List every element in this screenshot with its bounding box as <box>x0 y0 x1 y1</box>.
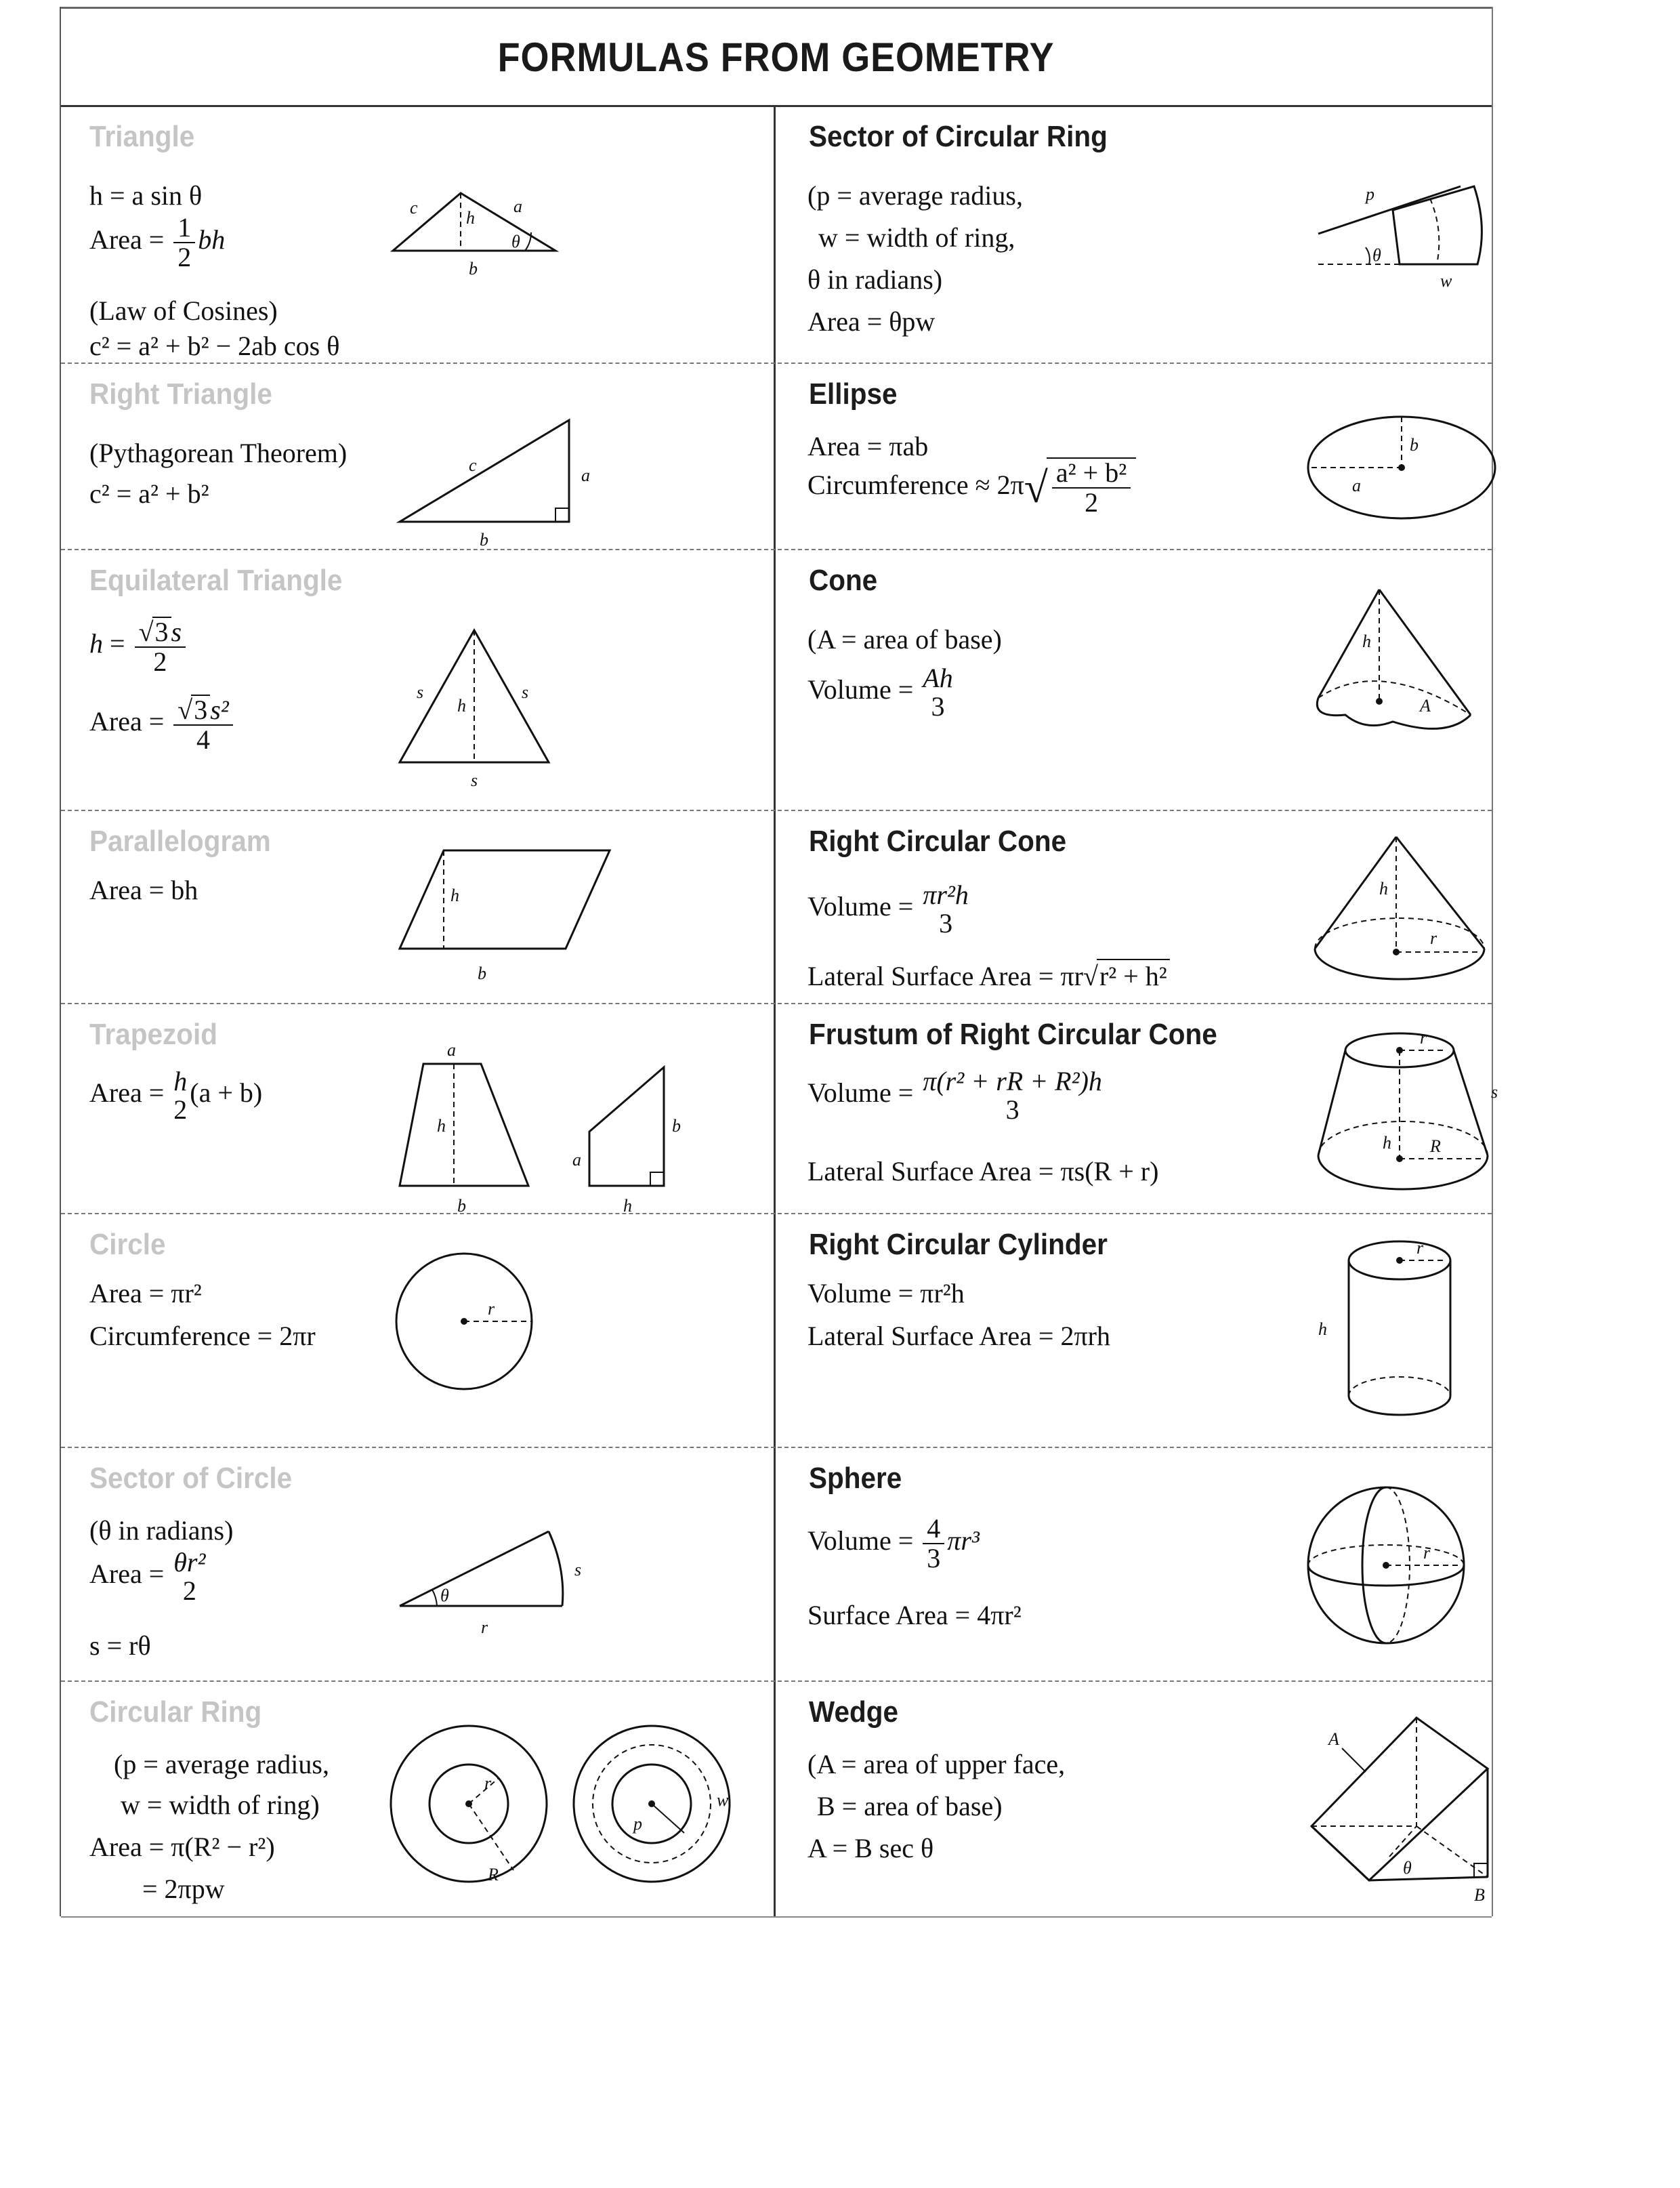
fraction: $\frac{\text{√3 s²}}{4}$ <box>173 695 233 754</box>
right-triangle-section <box>61 363 774 549</box>
label-s: s <box>1491 1082 1498 1102</box>
formula-line: B = area of base) <box>817 1791 1003 1821</box>
circle-figure <box>393 1250 542 1399</box>
formula-line: A = B sec θ <box>807 1833 934 1863</box>
area-formula: Area = θr² 2 <box>89 1547 206 1606</box>
row-4 <box>61 810 1492 1004</box>
formula-line: Area = πr² <box>89 1278 202 1308</box>
row-8 <box>61 1680 1492 1918</box>
formula-line: (p = average radius, <box>807 180 1023 211</box>
formula-line: c² = a² + b² <box>89 478 209 509</box>
label-r: r <box>1423 1543 1431 1563</box>
section-heading: Sector of Circle <box>89 1462 293 1495</box>
area-formula: Area = $\frac{\text{√3 s²}}{4}$ <box>89 695 236 754</box>
section-heading: Parallelogram <box>89 825 271 858</box>
parallelogram-figure <box>393 844 623 993</box>
label-p: p <box>633 1814 642 1834</box>
label-a: a <box>581 466 590 485</box>
label-s-bottom: s <box>471 770 478 790</box>
frustum-section <box>776 1003 1498 1213</box>
formula-line: (Law of Cosines) <box>89 295 278 326</box>
label-h: h <box>1379 879 1388 899</box>
label-r: r <box>488 1299 495 1319</box>
fraction: πr²h 3 <box>923 880 969 938</box>
label-r: r <box>1420 1028 1427 1048</box>
formula-line: h = a sin θ <box>89 180 203 211</box>
volume-formula: Volume = πr²h 3 <box>807 880 969 938</box>
frustum-figure <box>1311 1016 1515 1206</box>
sphere-section <box>776 1447 1492 1680</box>
trapezoid-figures <box>393 1030 745 1216</box>
height-formula: h = $\frac{√3 s}{2}$ <box>89 617 188 676</box>
formula-line: Area = bh <box>89 875 198 905</box>
circle-section <box>61 1213 774 1447</box>
label-w: w <box>1440 271 1452 291</box>
label-B: B <box>1474 1885 1485 1905</box>
section-heading: Triangle <box>89 120 195 153</box>
formula-line: Surface Area = 4πr² <box>807 1600 1022 1630</box>
cone-figure <box>1311 583 1494 759</box>
section-heading: Sphere <box>809 1462 902 1495</box>
label-a-top: a <box>447 1040 456 1060</box>
fraction: θr² 2 <box>173 1547 206 1606</box>
label-r: r <box>1416 1238 1424 1258</box>
label-A: A <box>1420 696 1431 716</box>
trapezoid-section <box>61 1003 774 1216</box>
label-h: h <box>1362 632 1371 651</box>
label-c: c <box>469 455 477 475</box>
formula-line: c² = a² + b² − 2ab cos θ <box>89 331 340 361</box>
formula-line: Lateral Surface Area = πs(R + r) <box>807 1156 1159 1186</box>
label-b-bottom: b <box>457 1196 466 1216</box>
label-h: h <box>466 208 475 228</box>
sector-ring-figure <box>1305 180 1481 295</box>
row-6 <box>61 1213 1492 1448</box>
section-heading: Right Triangle <box>89 377 272 411</box>
row-2 <box>61 363 1492 550</box>
label-b: b <box>1410 435 1419 455</box>
label-r: r <box>481 1617 488 1637</box>
label-theta: θ <box>440 1586 449 1605</box>
parallelogram-section <box>61 810 774 1003</box>
label-w: w <box>717 1790 729 1810</box>
sphere-figure <box>1305 1484 1474 1653</box>
sector-circle-section <box>61 1447 774 1680</box>
label-h: h <box>457 696 466 716</box>
section-heading: Trapezoid <box>89 1018 217 1051</box>
label-a-side: a <box>572 1150 581 1170</box>
label-theta: θ <box>1403 1858 1412 1878</box>
cone-section <box>776 549 1492 810</box>
circumference-formula: Circumference ≈ 2π√ $\frac{\text{a² + b²}}{2}$ <box>807 457 1136 517</box>
right-triangle-figure <box>393 407 596 550</box>
formula-line: Area = π(R² − r²) <box>89 1832 275 1862</box>
ellipse-figure <box>1305 410 1508 532</box>
label-h: h <box>437 1116 446 1136</box>
formula-line: Lateral Surface Area = 2πrh <box>807 1321 1110 1351</box>
label-R: R <box>488 1865 499 1884</box>
section-heading: Right Circular Cone <box>809 825 1067 858</box>
fraction: Ah 3 <box>923 663 953 722</box>
wedge-figure <box>1305 1711 1508 1905</box>
label-p: p <box>1366 184 1374 204</box>
wedge-section <box>776 1680 1492 1916</box>
area-formula: Area = h 2 (a + b) <box>89 1066 263 1125</box>
ellipse-section <box>776 363 1492 549</box>
formula-line: Circumference = 2πr <box>89 1321 316 1351</box>
formula-line: (p = average radius, <box>114 1749 329 1779</box>
label-b-side: b <box>672 1116 681 1136</box>
label-b: b <box>478 964 486 983</box>
formula-line: θ in radians) <box>807 264 943 295</box>
formula-line: (A = area of base) <box>807 624 1002 655</box>
section-heading: Right Circular Cylinder <box>809 1228 1108 1261</box>
label-r: r <box>1430 928 1437 948</box>
right-cone-section <box>776 810 1492 1003</box>
formula-line: (Pythagorean Theorem) <box>89 438 348 468</box>
fraction: $\frac{1}{2}$ <box>173 213 195 272</box>
label-c: c <box>410 198 418 218</box>
page-title: FORMULAS FROM GEOMETRY <box>61 7 1492 107</box>
section-heading: Cone <box>809 564 878 597</box>
section-heading: Frustum of Right Circular Cone <box>809 1018 1217 1051</box>
formula-line: Area = πab <box>807 431 929 461</box>
label-a: a <box>1352 476 1361 495</box>
volume-formula: Volume = Ah 3 <box>807 663 953 722</box>
formula-line: s = rθ <box>89 1630 151 1661</box>
lsa-formula: Lateral Surface Area = πr√r² + h² <box>807 959 1170 992</box>
fraction: $\frac{4}{3}$ <box>923 1514 944 1573</box>
label-h-bottom: h <box>623 1196 632 1216</box>
label-h: h <box>1383 1133 1391 1153</box>
fraction: $\frac{\text{a² + b²}}{2}$ <box>1052 459 1131 517</box>
formula-line: w = width of ring) <box>121 1790 320 1820</box>
row-3 <box>61 549 1492 811</box>
sector-ring-section <box>776 105 1492 363</box>
triangle-section <box>61 105 774 363</box>
fraction: h 2 <box>173 1066 188 1125</box>
cylinder-figure <box>1305 1226 1461 1437</box>
fraction: $\frac{√3 s}{2}$ <box>135 617 186 676</box>
equilateral-section <box>61 549 774 810</box>
section-heading: Equilateral Triangle <box>89 564 343 597</box>
section-heading: Sector of Circular Ring <box>809 120 1108 153</box>
row-7 <box>61 1447 1492 1682</box>
formula-line: (θ in radians) <box>89 1515 234 1546</box>
formula-line: (A = area of upper face, <box>807 1749 1066 1779</box>
formula-line: = 2πpw <box>142 1874 225 1904</box>
formula-line: Area = θpw <box>807 306 936 337</box>
label-h: h <box>450 886 459 905</box>
label-A: A <box>1328 1729 1339 1749</box>
label-r: r <box>484 1773 492 1793</box>
row-5 <box>61 1003 1498 1216</box>
triangle-figure <box>386 180 589 288</box>
formula-line: w = width of ring, <box>818 222 1015 253</box>
row-1 <box>61 105 1492 364</box>
section-heading: Wedge <box>809 1695 898 1729</box>
fraction: π(r² + rR + R²)h 3 <box>923 1066 1102 1125</box>
label-b: b <box>469 259 478 278</box>
sector-circle-figure <box>393 1511 589 1647</box>
label-b: b <box>480 530 488 550</box>
volume-formula: Volume = π(r² + rR + R²)h 3 <box>807 1066 1102 1125</box>
label-a: a <box>513 197 522 216</box>
cylinder-section <box>776 1213 1492 1447</box>
label-s-left: s <box>417 682 424 702</box>
label-s: s <box>574 1560 582 1580</box>
volume-formula: Volume = $\frac{4}{3}$ πr³ <box>807 1513 980 1573</box>
section-heading: Circle <box>89 1228 166 1261</box>
right-cone-figure <box>1311 830 1501 996</box>
label-theta: θ <box>511 232 520 251</box>
circular-ring-figures <box>386 1718 738 1901</box>
section-heading: Ellipse <box>809 377 898 411</box>
area-formula: Area = $\frac{1}{2}$ bh <box>89 212 226 272</box>
label-theta: θ <box>1372 245 1381 265</box>
formula-sheet <box>60 7 1498 1916</box>
formula-line: Volume = πr²h <box>807 1278 965 1308</box>
equilateral-figure <box>393 617 569 790</box>
label-h: h <box>1318 1319 1327 1339</box>
label-R: R <box>1430 1136 1441 1156</box>
section-heading: Circular Ring <box>89 1695 262 1729</box>
circular-ring-section <box>61 1680 774 1916</box>
label-s-right: s <box>522 682 529 702</box>
